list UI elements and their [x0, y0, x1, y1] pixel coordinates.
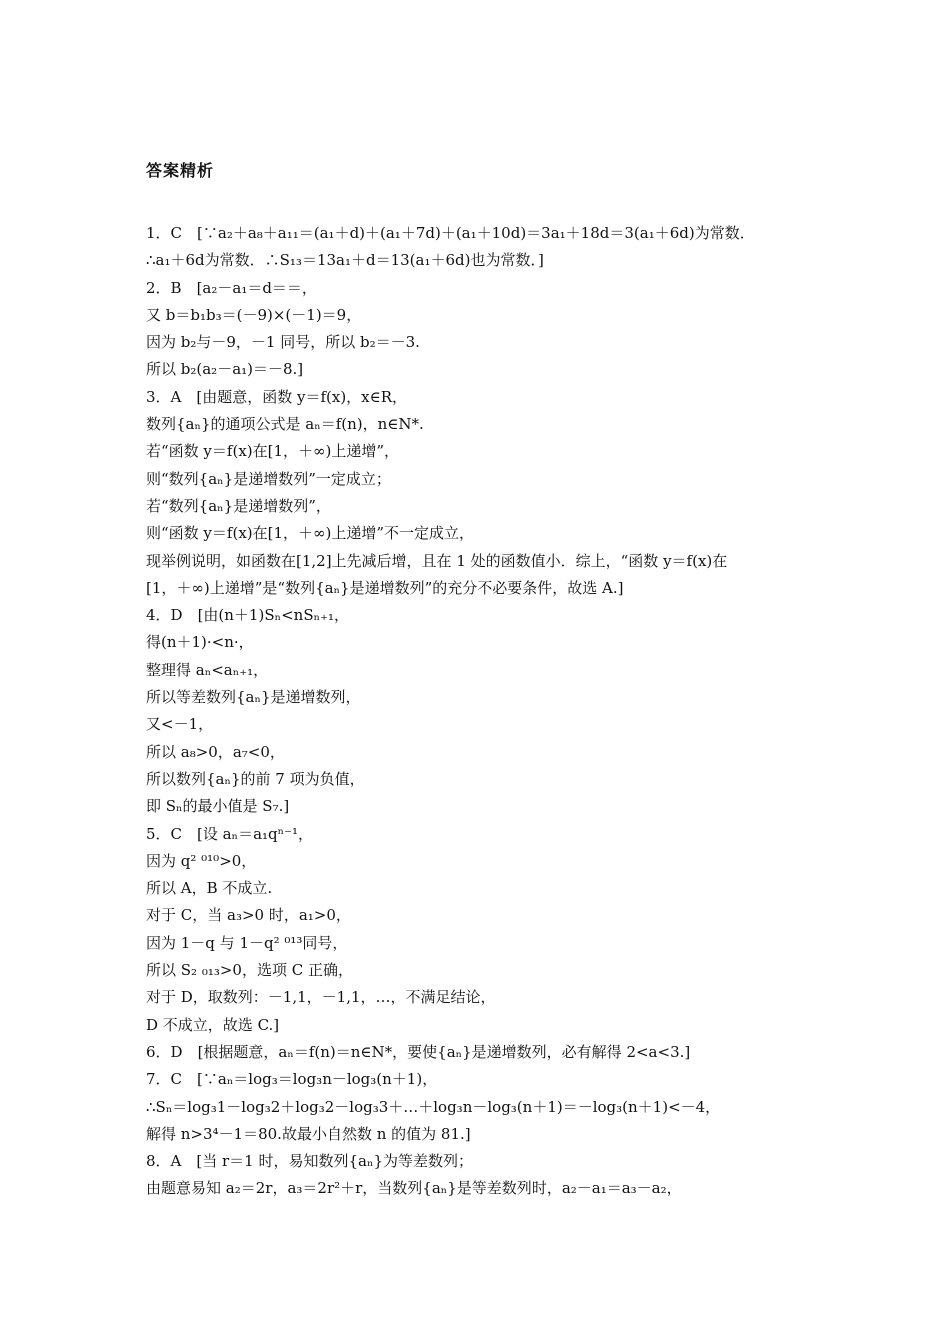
text-line: 所以 a₈>0，a₇<0，	[146, 742, 285, 761]
text-line: 又<－1，	[146, 715, 214, 734]
text-line: 数列{aₙ}的通项公式是 aₙ＝f(n)，n∈N*.	[146, 415, 424, 434]
text-line: ∴Sₙ＝log₃1－log₃2＋log₃2－log₃3＋…＋log₃n－log₃(n＋1)＝－log₃(n＋1)<－4，	[146, 1097, 721, 1116]
text-line: 对于 C，当 a₃>0 时，a₁>0，	[146, 906, 351, 925]
text-line: 即 Sₙ的最小值是 S₇.]	[146, 797, 290, 816]
text-line: 整理得 aₙ<aₙ₊₁，	[146, 660, 269, 679]
text-line: 2．B [a₂－a₁＝d＝＝，	[146, 278, 317, 297]
text-line: 若“数列{aₙ}是递增数列”，	[146, 496, 331, 515]
text-line: 又 b＝b₁b₃＝(－9)×(－1)＝9，	[146, 305, 362, 324]
text-line: 所以 S₂ ₀₁₃>0，选项 C 正确，	[146, 961, 353, 980]
text-line: 因为 1－q 与 1－q² ⁰¹³同号，	[146, 933, 348, 952]
text-line: 所以 b₂(a₂－a₁)＝－8.]	[146, 360, 304, 379]
text-line: [1，＋∞)上递增”是“数列{aₙ}是递增数列”的充分不必要条件，故选 A.]	[146, 578, 624, 597]
text-line: 由题意易知 a₂＝2r，a₃＝2r²＋r，当数列{aₙ}是等差数列时，a₂－a₁＝a₃－a₂，	[146, 1179, 682, 1198]
page-title: 答案精析	[146, 161, 215, 180]
text-line: 1．C [∵a₂＋a₈＋a₁₁＝(a₁＋d)＋(a₁＋7d)＋(a₁＋10d)＝3a₁＋18d＝3(a₁＋6d)为常数．	[146, 224, 755, 242]
text-line: 3．A [由题意，函数 y＝f(x)，x∈R，	[146, 387, 408, 406]
text-line: 因为 q² ⁰¹⁰>0，	[146, 851, 257, 870]
text-line: 所以 A，B 不成立.	[146, 879, 273, 898]
text-line: 得(n＋1)·<n·，	[146, 633, 254, 652]
text-line: D 不成立，故选 C.]	[146, 1015, 280, 1034]
text-line: 则“函数 y＝f(x)在[1，＋∞)上递增”不一定成立，	[146, 524, 475, 543]
text-line: 解得 n>3⁴－1＝80.故最小自然数 n 的值为 81.]	[146, 1124, 471, 1143]
text-line: 现举例说明，如函数在[1,2]上先减后增，且在 1 处的函数值小．综上，“函数 y＝f(x)在	[146, 551, 728, 570]
text-line: 因为 b₂与－9，－1 同号，所以 b₂＝－3.	[146, 333, 420, 352]
text-line: 8．A [当 r＝1 时，易知数列{aₙ}为等差数列；	[146, 1152, 473, 1171]
text-line: 5．C [设 aₙ＝a₁qⁿ⁻¹，	[146, 824, 314, 843]
text-line: 6．D [根据题意，aₙ＝f(n)＝n∈N*，要使{aₙ}是递增数列，必有解得 2<a<3.]	[146, 1042, 691, 1061]
text-line: 所以数列{aₙ}的前 7 项为负值，	[146, 769, 365, 788]
text-line: 若“函数 y＝f(x)在[1，＋∞)上递增”，	[146, 442, 400, 461]
text-line: 所以等差数列{aₙ}是递增数列，	[146, 688, 361, 707]
text-line: 则“数列{aₙ}是递增数列”一定成立；	[146, 469, 391, 488]
text-line: 4．D [由(n＋1)Sₙ<nSₙ₊₁，	[146, 606, 350, 625]
text-line: 对于 D，取数列：－1,1，－1,1，…，不满足结论，	[146, 988, 496, 1007]
answer-lines	[146, 220, 826, 1203]
text-line: 7．C [∵aₙ＝log₃＝log₃n－log₃(n＋1)，	[146, 1070, 438, 1089]
text-line: ∴a₁＋6d为常数．∴S₁₃＝13a₁＋d＝13(a₁＋6d)也为常数．]	[146, 251, 544, 270]
